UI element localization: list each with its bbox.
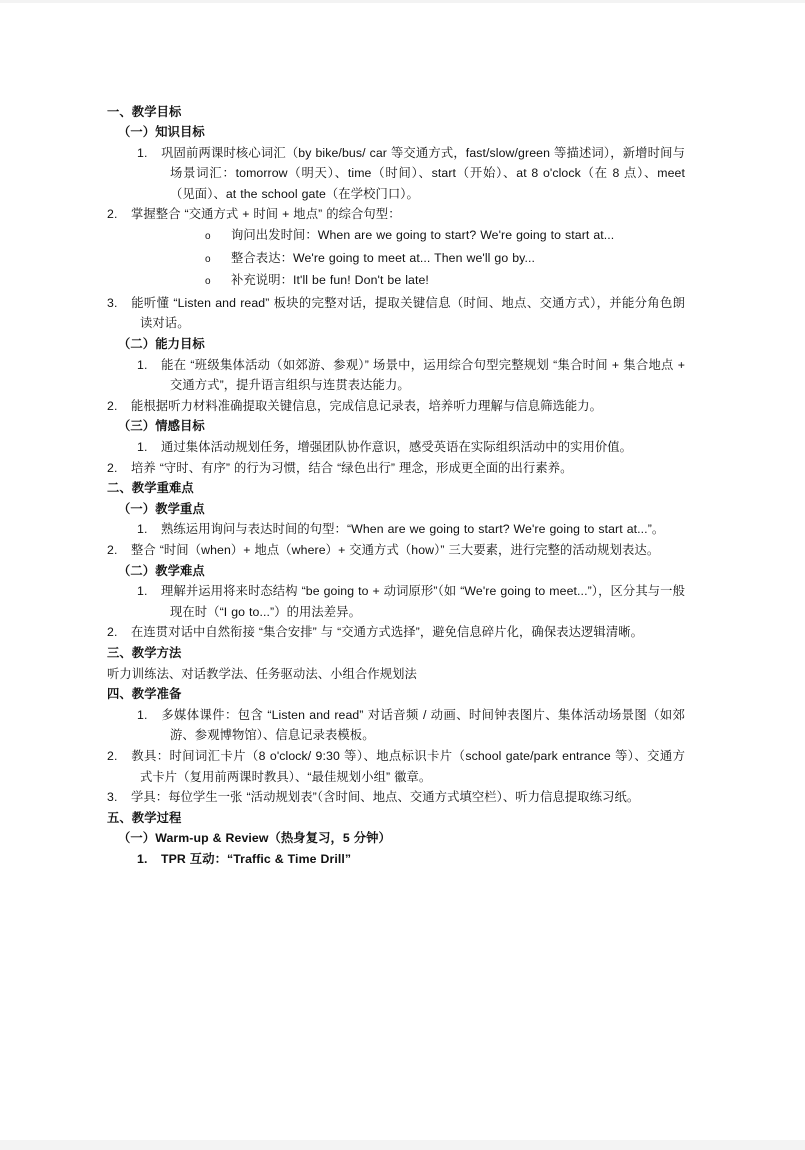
list-marker: 2. [107,398,118,413]
heading-teaching-preparation: 四、教学准备 [107,687,182,702]
bullet-item-text: 补充说明：It'll be fun! Don't be late! [231,273,429,288]
list-marker: 1. [137,707,148,722]
list-item [137,437,685,458]
heading-key-difficult-points: 二、教学重难点 [107,481,194,496]
list-item [107,622,685,643]
heading-emotional-objectives: （三）情感目标 [118,419,205,434]
bullet-item-text: 询问出发时间：When are we going to start? We're going to start at... [231,228,615,243]
heading-teaching-objectives: 一、教学目标 [107,104,182,119]
list-item [137,705,685,746]
list-item-text: 能在 “班级集体活动（如郊游、参观）” 场景中，运用综合句型完整规划 “集合时间 + 集合地点 + 交通方式”，提升语言组织与连贯表达能力。 [161,357,685,393]
list-marker: 1. [137,584,148,599]
list-item [107,458,685,479]
list-item [107,204,685,225]
list-item [137,849,685,870]
list-marker: 2. [107,207,118,222]
heading-teaching-process: 五、教学过程 [107,810,182,825]
list-item-text: 能听懂 “Listen and read” 板块的完整对话，提取关键信息（时间、地点、交通方式），并能分角色朗读对话。 [131,295,685,331]
heading-key-points: （一）教学重点 [118,501,205,516]
heading-warm-up-review: （一）Warm-up & Review（热身复习，5 分钟） [118,831,391,846]
list-item [107,293,685,334]
list-marker: 3. [107,790,118,805]
list-item-text: 能根据听力材料准确提取关键信息，完成信息记录表，培养听力理解与信息筛选能力。 [131,398,603,413]
bullet-item [205,225,685,248]
list-item [107,396,685,417]
heading-knowledge-objectives: （一）知识目标 [118,125,205,140]
document-content [107,101,685,869]
list-marker: 1. [137,145,148,160]
list-item [137,355,685,396]
list-item-text: 巩固前两课时核心词汇（by bike/bus/ car 等交通方式，fast/slow/green 等描述词），新增时间与场景词汇：tomorrow（明天）、time（时间）、start（开始）、at 8 o'clock（在 8 点）、meet（见面）、at the school gate（在学校门口）。 [161,145,685,201]
list-marker: 1. [137,522,148,537]
list-marker: 1. [137,440,148,454]
circle-bullet-icon: o [205,276,211,288]
list-item-text: 学具：每位学生一张 “活动规划表”（含时间、地点、交通方式填空栏）、听力信息提取练习纸。 [131,790,640,805]
list-item [137,519,685,540]
list-item [107,746,685,787]
heading-difficult-points: （二）教学难点 [118,563,205,578]
list-item-text: 多媒体课件：包含 “Listen and read” 对话音频 / 动画、时间钟表图片、集体活动场景图（如郊游、参观博物馆）、信息记录表模板。 [161,707,685,743]
list-item-text: 掌握整合 “交通方式 + 时间 + 地点” 的综合句型： [131,207,401,222]
circle-bullet-icon: o [205,231,211,243]
list-item-text: 通过集体活动规划任务，增强团队协作意识，感受英语在实际组织活动中的实用价值。 [161,440,633,454]
list-marker: 1. [137,357,148,372]
list-marker: 2. [107,542,118,557]
list-item-text: 理解并运用将来时态结构 “be going to + 动词原形”（如 “We're going to meet...”），区分其与一般现在时（“I go to...”）的用法差异。 [161,584,685,619]
list-marker: 2. [107,460,118,475]
list-item [137,581,685,622]
heading-teaching-methods: 三、教学方法 [107,645,182,660]
list-item [107,540,685,561]
list-marker: 2. [107,748,118,763]
list-marker: 3. [107,295,118,310]
list-item-text: 整合 “时间（when）+ 地点（where）+ 交通方式（how）” 三大要素，进行完整的活动规划表达。 [131,542,660,557]
list-item-text: 熟练运用询问与表达时间的句型：“When are we going to start? We're going to start at...”。 [161,522,665,537]
list-marker: 1. [137,851,148,866]
circle-bullet-icon: o [205,253,211,265]
teaching-methods-body: 听力训练法、对话教学法、任务驱动法、小组合作规划法 [107,666,417,681]
bullet-item [205,248,685,271]
list-item [137,143,685,205]
list-item-text: 教具：时间词汇卡片（8 o'clock/ 9:30 等）、地点标识卡片（school gate/park entrance 等）、交通方式卡片（复用前两课时教具）、“最佳规划小组” 徽章。 [131,748,685,784]
list-item-text: 培养 “守时、有序” 的行为习惯，结合 “绿色出行” 理念，形成更全面的出行素养。 [131,460,573,475]
bullet-item [205,270,685,293]
list-item-text: 在连贯对话中自然衔接 “集合安排” 与 “交通方式选择”，避免信息碎片化，确保表达逻辑清晰。 [131,625,644,640]
list-item [107,787,685,808]
document-page [0,3,805,1140]
list-marker: 2. [107,625,118,640]
list-item-text: TPR 互动：“Traffic & Time Drill” [161,851,352,866]
bullet-item-text: 整合表达：We're going to meet at... Then we'll go by... [231,250,536,265]
heading-ability-objectives: （二）能力目标 [118,337,205,352]
